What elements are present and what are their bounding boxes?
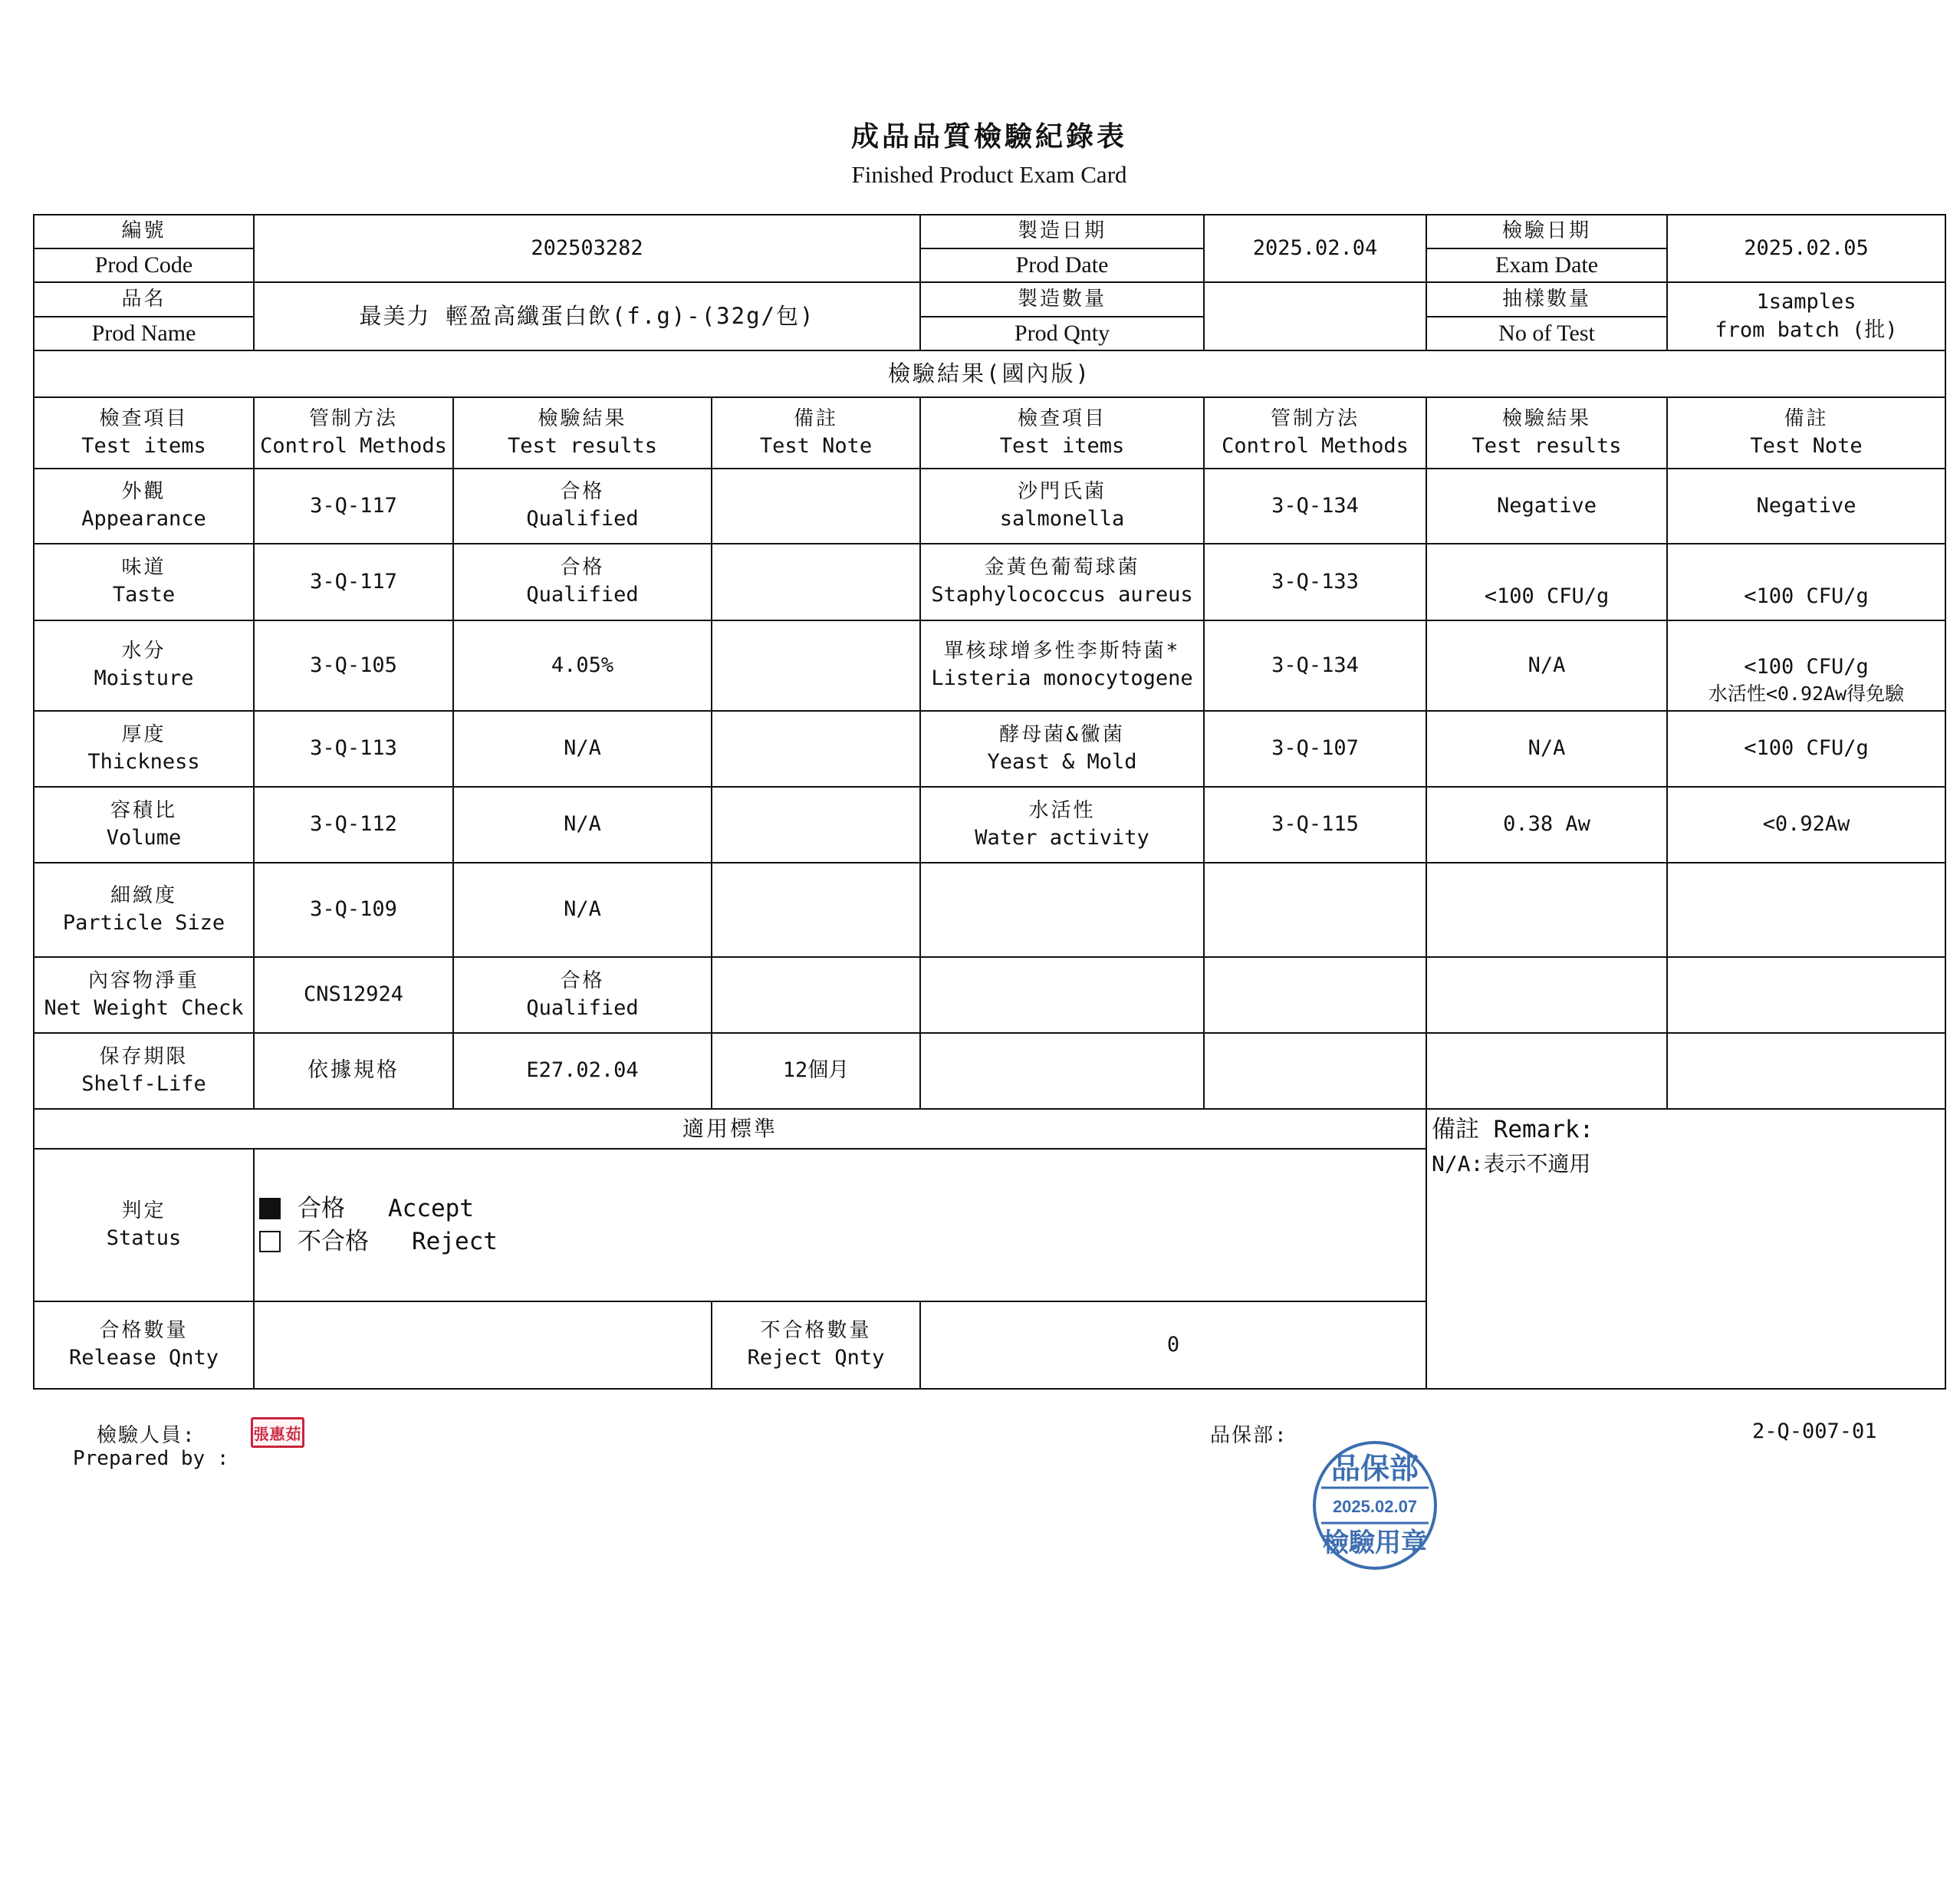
prepared-by-label-en: Prepared by : [73,1447,229,1470]
test-note: <100 CFU/g [1667,711,1945,787]
control-method [1204,863,1426,957]
test-item: 味道 Taste [34,544,254,620]
table-row [34,957,1945,1033]
test-note [712,469,920,544]
table-row [34,469,1945,544]
test-note [1667,1033,1945,1109]
prod-code-value: 202503282 [254,215,920,282]
test-item [920,1033,1204,1109]
test-item [920,957,1204,1033]
table-row [34,1033,1945,1109]
test-item: 金黃色葡萄球菌 Staphylococcus aureus [920,544,1204,620]
prod-date-value: 2025.02.04 [1204,215,1426,282]
control-method: 3-Q-107 [1204,711,1426,787]
samples-line-2: from batch (批) [1715,317,1898,342]
test-note: Negative [1667,469,1945,544]
samples-line-1: 1samples [1756,290,1856,314]
control-method: 3-Q-134 [1204,469,1426,544]
control-method: 3-Q-105 [254,620,453,711]
table-row [34,620,1945,711]
test-item: 沙門氏菌 salmonella [920,469,1204,544]
test-result: N/A [453,787,712,863]
accept-label: 合格 Accept [298,1194,474,1222]
table-row [34,711,1945,787]
test-item: 厚度 Thickness [34,711,254,787]
test-result: 4.05% [453,620,712,711]
control-method: 依據規格 [254,1033,453,1109]
accept-checkbox[interactable] [259,1198,281,1219]
document-title-zh: 成品品質檢驗紀錄表 [850,120,1127,153]
test-item: 細緻度 Particle Size [34,863,254,957]
prod-name-label: 品名 Prod Name [34,282,254,350]
test-result: 合格 Qualified [453,469,712,544]
test-result: 合格 Qualified [453,544,712,620]
reject-option[interactable] [259,1225,1426,1258]
test-note [1667,863,1945,957]
document-code: 2-Q-007-01 [1752,1419,1877,1443]
prod-qnty-value [1204,282,1426,350]
control-method: 3-Q-112 [254,787,453,863]
test-result: N/A [453,711,712,787]
test-note [712,620,920,711]
test-result: Negative [1426,469,1667,544]
release-qnty-value [254,1301,712,1389]
control-method [1204,957,1426,1033]
prod-qnty-label: 製造數量 Prod Qnty [920,282,1204,350]
seal-bottom-text: 檢驗用章 [1323,1528,1427,1558]
test-result: <100 CFU/g [1426,544,1667,620]
test-note: 12個月 [712,1033,920,1109]
test-item: 內容物淨重 Net Weight Check [34,957,254,1033]
col-header-note-left: 備註 Test Note [712,397,920,469]
test-note [1667,957,1945,1033]
no-of-test-value [1667,282,1945,350]
remark-line: N/A:表示不適用 [1432,1150,1591,1176]
test-item: 單核球增多性李斯特菌* Listeria monocytogene [920,620,1204,711]
exam-date-label: 檢驗日期 Exam Date [1426,215,1667,282]
remark-box [1426,1109,1945,1389]
prepared-by-label-zh: 檢驗人員: [97,1424,196,1447]
qa-dept-label: 品保部: [1210,1424,1288,1447]
release-qnty-label: 合格數量 Release Qnty [34,1301,254,1389]
table-row [34,787,1945,863]
test-item: 水活性 Water activity [920,787,1204,863]
test-result [1426,957,1667,1033]
prod-name-value: 最美力 輕盈高纖蛋白飲(f.g)-(32g/包) [254,282,920,350]
seal-top-text: 品保部 [1330,1452,1419,1485]
status-options [254,1149,1426,1301]
reject-label: 不合格 Reject [298,1227,498,1255]
control-method: 3-Q-134 [1204,620,1426,711]
col-header-method-right: 管制方法 Control Methods [1204,397,1426,469]
control-method: CNS12924 [254,957,453,1033]
reject-qnty-value: 0 [920,1301,1426,1389]
test-result: 0.38 Aw [1426,787,1667,863]
exam-date-value: 2025.02.05 [1667,215,1945,282]
table-row [34,544,1945,620]
test-note [712,863,920,957]
test-result: N/A [453,863,712,957]
col-header-item-right: 檢查項目 Test items [920,397,1204,469]
exam-card-table [33,214,1946,1390]
control-method: 3-Q-109 [254,863,453,957]
control-method: 3-Q-133 [1204,544,1426,620]
test-note: <100 CFU/g 水活性<0.92Aw得免驗 [1667,620,1945,711]
control-method: 3-Q-117 [254,544,453,620]
test-note [712,711,920,787]
table-row [34,863,1945,957]
test-result: N/A [1426,711,1667,787]
document-title-en: Finished Product Exam Card [851,161,1127,188]
test-note [712,787,920,863]
control-method: 3-Q-115 [1204,787,1426,863]
seal-date: 2025.02.07 [1332,1497,1418,1516]
remark-title: 備註 Remark: [1432,1116,1594,1143]
test-note: <0.92Aw [1667,787,1945,863]
no-of-test-label: 抽樣數量 No of Test [1426,282,1667,350]
col-header-item-left: 檢查項目 Test items [34,397,254,469]
section-title: 檢驗結果(國內版) [34,350,1945,397]
test-item [920,863,1204,957]
test-result [1426,863,1667,957]
test-note [712,957,920,1033]
test-result: 合格 Qualified [453,957,712,1033]
test-result: N/A [1426,620,1667,711]
test-item: 酵母菌&黴菌 Yeast & Mold [920,711,1204,787]
test-result [1426,1033,1667,1109]
test-note: <100 CFU/g [1667,544,1945,620]
test-note [712,544,920,620]
reject-qnty-label: 不合格數量 Reject Qnty [712,1301,920,1389]
control-method [1204,1033,1426,1109]
status-label: 判定 Status [34,1149,254,1301]
control-method: 3-Q-117 [254,469,453,544]
col-header-result-left: 檢驗結果 Test results [453,397,712,469]
col-header-method-left: 管制方法 Control Methods [254,397,453,469]
test-item: 水分 Moisture [34,620,254,711]
test-item: 保存期限 Shelf-Life [34,1033,254,1109]
qa-inspection-seal [1312,1440,1438,1571]
test-item: 外觀 Appearance [34,469,254,544]
accept-option[interactable] [259,1192,1426,1225]
col-header-result-right: 檢驗結果 Test results [1426,397,1667,469]
col-header-note-right: 備註 Test Note [1667,397,1945,469]
reject-checkbox[interactable] [259,1231,281,1252]
inspector-stamp: 張惠茹 [251,1417,304,1448]
test-item: 容積比 Volume [34,787,254,863]
test-result: E27.02.04 [453,1033,712,1109]
standard-title: 適用標準 [34,1109,1426,1149]
prod-date-label: 製造日期 Prod Date [920,215,1204,282]
prod-code-label: 編號 Prod Code [34,215,254,282]
control-method: 3-Q-113 [254,711,453,787]
